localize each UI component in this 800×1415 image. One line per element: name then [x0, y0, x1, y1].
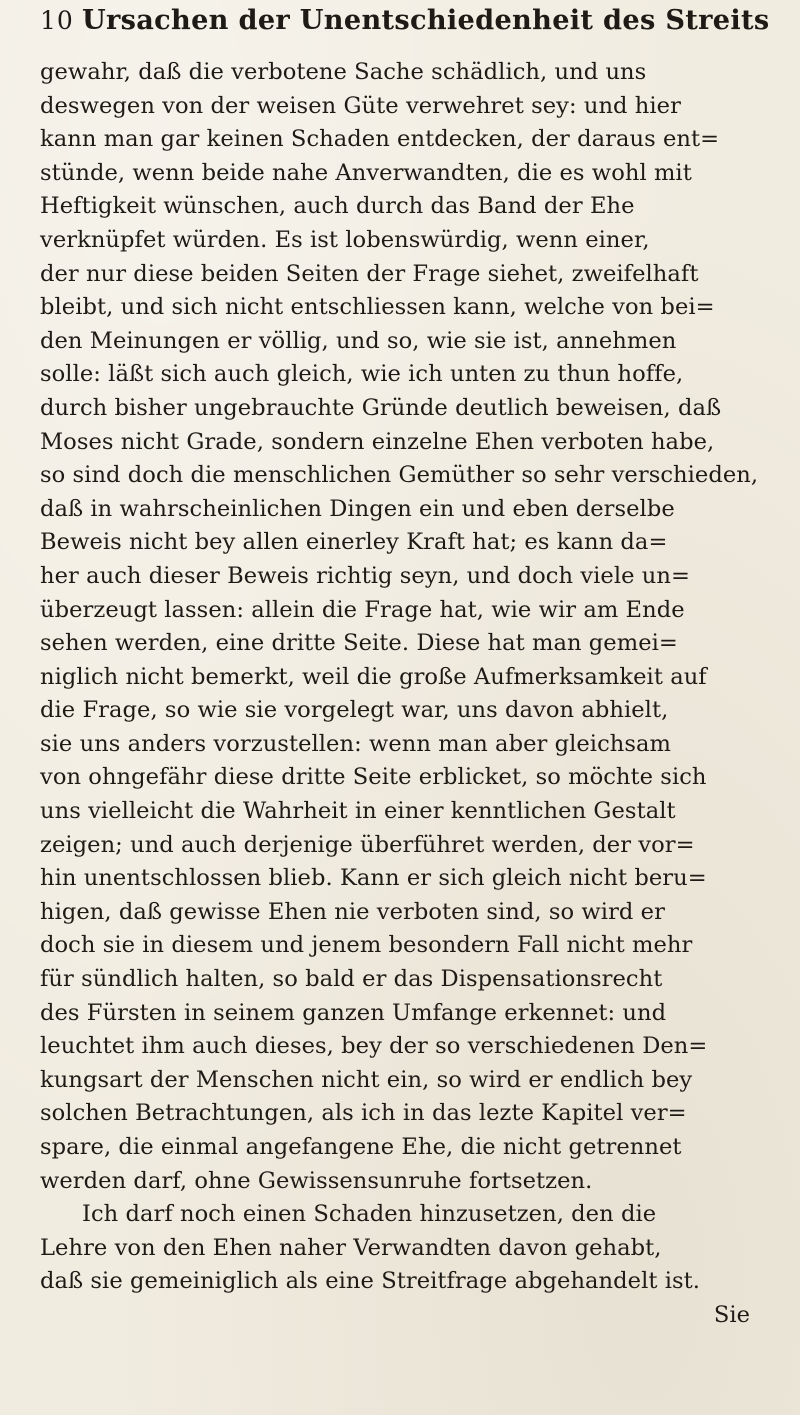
text-line: die Frage, so wie sie vorgelegt war, uns davon abhielt,: [40, 697, 669, 724]
text-line: werden darf, ohne Gewissensunruhe fortsetzen.: [40, 1167, 593, 1194]
catchword: Sie: [713, 1301, 750, 1328]
text-line: kann man gar keinen Schaden entdecken, der daraus ent=: [40, 126, 720, 153]
text-line: des Fürsten in seinem ganzen Umfange erkennet: und: [40, 999, 667, 1026]
text-line: sehen werden, eine dritte Seite. Diese hat man gemei=: [40, 630, 678, 657]
text-line: hin unentschlossen blieb. Kann er sich gleich nicht beru=: [40, 865, 707, 892]
text-line: higen, daß gewisse Ehen nie verboten sind, so wird er: [40, 898, 665, 925]
text-line: sie uns anders vorzustellen: wenn man aber gleichsam: [40, 730, 672, 757]
body-text: [40, 56, 772, 1299]
page-number: 10: [40, 6, 74, 35]
text-line: spare, die einmal angefangene Ehe, die nicht getrennet: [40, 1134, 682, 1160]
text-line: solle: läßt sich auch gleich, wie ich unten zu thun hoffe,: [40, 361, 684, 388]
text-line: daß sie gemeiniglich als eine Streitfrage abgehandelt ist.: [40, 1268, 701, 1295]
text-line: doch sie in diesem und jenem besondern Fall nicht mehr: [40, 932, 693, 959]
text-line: niglich nicht bemerkt, weil die große Aufmerksamkeit auf: [40, 663, 707, 690]
text-line: daß in wahrscheinlichen Dingen ein und eben derselbe: [40, 495, 675, 522]
text-line: für sündlich halten, so bald er das Dispensationsrecht: [40, 966, 663, 993]
text-line: Lehre von den Ehen naher Verwandten davon gehabt,: [40, 1234, 662, 1261]
running-head: [40, 4, 772, 50]
text-line: solchen Betrachtungen, als ich in das lezte Kapitel ver=: [40, 1100, 687, 1127]
text-line: zeigen; und auch derjenige überführet werden, der vor=: [40, 831, 695, 858]
text-line: der nur diese beiden Seiten der Frage siehet, zweifelhaft: [40, 260, 699, 287]
text-line: deswegen von der weisen Güte verwehret sey: und hier: [40, 92, 681, 119]
text-line: überzeugt lassen: allein die Frage hat, wie wir am Ende: [40, 596, 685, 623]
text-line: uns vielleicht die Wahrheit in einer kenntlichen Gestalt: [40, 798, 676, 825]
text-line: so sind doch die menschlichen Gemüther so sehr verschieden,: [40, 462, 759, 489]
text-line: Ich darf noch einen Schaden hinzusetzen, den die: [82, 1201, 657, 1228]
text-line: gewahr, daß die verbotene Sache schädlich, und uns: [40, 59, 647, 85]
text-line: Beweis nicht bey allen einerley Kraft hat; es kann da=: [40, 529, 668, 556]
text-line: durch bisher ungebrauchte Gründe deutlich beweisen, daß: [40, 394, 722, 421]
text-line: kungsart der Menschen nicht ein, so wird er endlich bey: [40, 1066, 693, 1093]
text-line: den Meinungen er völlig, und so, wie sie ist, annehmen: [40, 327, 677, 354]
text-line: Heftigkeit wünschen, auch durch das Band der Ehe: [40, 193, 635, 220]
text-line: bleibt, und sich nicht entschliessen kann, welche von bei=: [40, 294, 715, 321]
text-line: stünde, wenn beide nahe Anverwandten, die es wohl mit: [40, 159, 692, 186]
text-line: Moses nicht Grade, sondern einzelne Ehen verboten habe,: [40, 428, 715, 455]
text-line: verknüpfet würden. Es ist lobenswürdig, wenn einer,: [40, 226, 650, 253]
text-line: leuchtet ihm auch dieses, bey der so verschiedenen Den=: [40, 1033, 708, 1060]
text-line: her auch dieser Beweis richtig seyn, und doch viele un=: [40, 562, 690, 589]
running-title: Ursachen der Unentschiedenheit des Streits: [82, 4, 770, 36]
text-line: von ohngefähr diese dritte Seite erblicket, so möchte sich: [40, 764, 707, 791]
